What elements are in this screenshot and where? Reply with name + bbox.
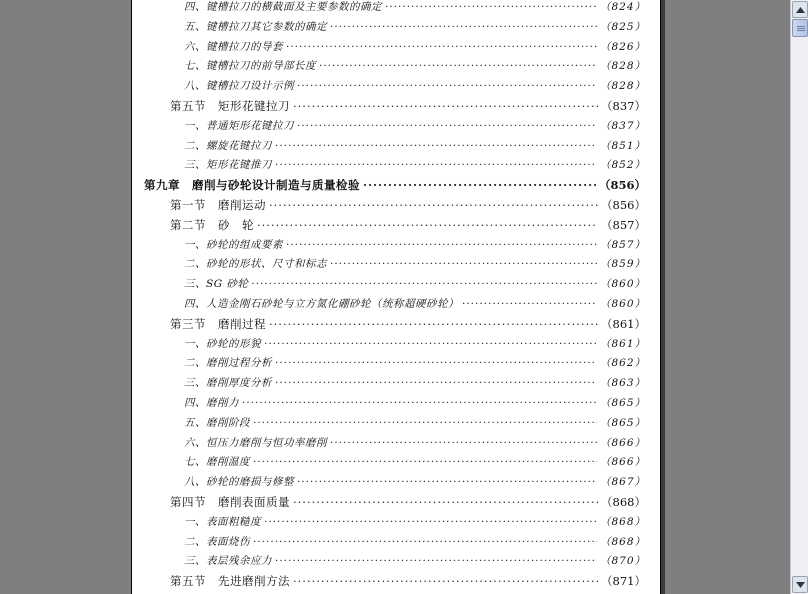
toc-entry-title: 三、表层残余应力	[184, 555, 272, 568]
toc-entry-title: 一、砂轮的组成要素	[184, 238, 283, 251]
toc-entry-title: 三、矩形花键推刀	[184, 159, 272, 172]
arrow-up-icon	[796, 7, 805, 13]
toc-entry[interactable]	[184, 77, 646, 95]
toc-entry-title: 四、键槽拉刀的横截面及主要参数的确定	[184, 1, 382, 13]
dot-leader	[293, 97, 598, 115]
dot-leader	[264, 513, 597, 531]
dot-leader	[253, 453, 597, 471]
dot-leader	[257, 216, 598, 234]
toc-entry[interactable]	[184, 434, 646, 452]
toc-entry-title: 七、磨削温度	[184, 456, 250, 469]
toc-entry-page-number: （857）	[599, 238, 646, 251]
dot-leader	[275, 137, 597, 155]
toc-entry-title: 五、键槽拉刀其它参数的确定	[184, 20, 327, 33]
dot-leader	[293, 572, 598, 590]
toc-entry-page-number: （837）	[599, 119, 646, 132]
toc-entry[interactable]	[184, 38, 646, 56]
dot-leader	[330, 18, 597, 36]
dot-leader	[275, 156, 597, 174]
toc-entry[interactable]	[170, 315, 646, 333]
toc-entry-page-number: （861）	[601, 316, 646, 331]
dot-leader	[363, 176, 596, 194]
toc-entry[interactable]	[184, 473, 646, 491]
toc-entry-page-number: （871）	[601, 574, 646, 589]
toc-entry-title: 八、砂轮的磨损与修整	[184, 476, 294, 489]
toc-entry-page-number: （851）	[599, 139, 646, 152]
toc-entry[interactable]	[170, 216, 646, 234]
dot-leader	[269, 196, 598, 214]
toc-entry-title: 七、键槽拉刀的前导部长度	[184, 60, 316, 73]
toc-entry-title: 三、SG 砂轮	[184, 278, 249, 291]
toc-entry-page-number: （860）	[599, 298, 646, 310]
toc-entry[interactable]	[184, 156, 646, 174]
toc-entry-page-number: （837）	[601, 99, 646, 113]
toc-entry[interactable]	[184, 255, 646, 273]
toc-entry-title: 二、砂轮的形状、尺寸和标志	[184, 258, 327, 271]
toc-entry-page-number: （856）	[601, 198, 646, 212]
dot-leader	[319, 57, 597, 75]
toc-entry-title: 二、螺旋花键拉刀	[184, 139, 272, 152]
scroll-down-button[interactable]	[792, 576, 808, 593]
toc-entry-page-number: （859）	[599, 258, 646, 271]
toc-entry-title: 第三节 磨削过程	[170, 316, 266, 331]
toc-entry[interactable]	[184, 275, 646, 293]
toc-entry-title: 四、人造金刚石砂轮与立方氮化硼砂轮（统称超硬砂轮）	[184, 298, 459, 310]
toc-entry[interactable]	[184, 533, 646, 551]
toc-entry-page-number: （866）	[599, 456, 646, 469]
toc-entry[interactable]	[144, 176, 646, 194]
vertical-scrollbar[interactable]	[790, 0, 808, 594]
toc-entry[interactable]	[184, 335, 646, 353]
dot-leader	[286, 38, 597, 56]
dot-leader	[462, 295, 597, 313]
dot-leader	[264, 335, 597, 353]
dot-leader	[242, 394, 597, 412]
toc-entry[interactable]	[184, 513, 646, 531]
dot-leader	[253, 414, 597, 432]
toc-entry-page-number: （863）	[599, 377, 646, 390]
toc-entry[interactable]	[184, 414, 646, 432]
toc-entry-page-number: （861）	[599, 337, 646, 350]
arrow-down-icon	[796, 582, 805, 588]
toc-entry-title: 三、磨削厚度分析	[184, 377, 272, 390]
dot-leader	[275, 354, 597, 372]
toc-entry-page-number: （866）	[599, 436, 646, 449]
toc-entry[interactable]	[184, 374, 646, 392]
toc-entry-title: 八、键槽拉刀设计示例	[184, 80, 294, 93]
toc-entry[interactable]	[184, 236, 646, 254]
toc-entry-title: 二、表面烧伤	[184, 535, 250, 548]
toc-entry-title: 二、磨削过程分析	[184, 357, 272, 370]
dot-leader	[297, 77, 597, 95]
toc-entry[interactable]	[184, 137, 646, 155]
toc-entry-title: 第二节 砂 轮	[170, 217, 254, 232]
toc-entry[interactable]	[184, 453, 646, 471]
toc-entry-page-number: （862）	[599, 357, 646, 370]
toc-entry-page-number: （860）	[599, 278, 646, 291]
toc-entry[interactable]	[184, 394, 646, 412]
toc-entry[interactable]	[184, 18, 646, 36]
toc-entry-page-number: （828）	[599, 60, 646, 73]
toc-entry[interactable]	[184, 295, 646, 313]
toc-entry[interactable]	[170, 493, 646, 511]
dot-leader	[293, 493, 598, 511]
toc-entry-title: 六、键槽拉刀的导套	[184, 40, 283, 53]
toc-entry-title: 五、磨削阶段	[184, 416, 250, 429]
toc-entry-page-number: （826）	[599, 40, 646, 53]
toc-entry-title: 一、普通矩形花键拉刀	[184, 119, 294, 132]
toc-entry-page-number: （856）	[598, 178, 646, 193]
toc-entry-page-number: （867）	[599, 476, 646, 489]
toc-entry-page-number: （865）	[599, 397, 646, 409]
scroll-up-button[interactable]	[792, 1, 808, 18]
toc-entry-page-number: （825）	[599, 20, 646, 33]
toc-entry-title: 一、砂轮的形貌	[184, 337, 261, 350]
dot-leader	[286, 236, 597, 254]
dot-leader	[275, 552, 597, 570]
toc-entry[interactable]	[184, 354, 646, 372]
dot-leader	[269, 315, 598, 333]
toc-entry-title: 第五节 先进磨削方法	[170, 574, 290, 589]
dot-leader	[297, 117, 597, 135]
toc-entry-page-number: （828）	[599, 80, 646, 93]
toc-entry[interactable]	[170, 97, 646, 115]
dot-leader	[330, 434, 597, 452]
dot-leader	[251, 275, 597, 293]
toc-entry[interactable]	[184, 552, 646, 570]
dot-leader	[330, 255, 597, 273]
toc-entry-page-number: （824）	[599, 1, 646, 13]
toc-entry-title: 一、表面粗糙度	[184, 515, 261, 528]
toc-entry[interactable]	[170, 572, 646, 590]
toc-entry-page-number: （868）	[599, 515, 646, 528]
toc-entry-title: 第一节 磨削运动	[170, 198, 266, 212]
toc-entry-page-number: （857）	[601, 217, 646, 232]
toc-entry-title: 第五节 矩形花键拉刀	[170, 99, 290, 113]
toc-entry-title: 第四节 磨削表面质量	[170, 495, 290, 509]
toc-entry-title: 四、磨削力	[184, 397, 239, 409]
dot-leader	[385, 0, 597, 16]
toc-entry-page-number: （865）	[599, 416, 646, 429]
toc-entry-title: 第九章 磨削与砂轮设计制造与质量检验	[144, 178, 360, 193]
toc-entry[interactable]	[184, 57, 646, 75]
toc-entry-page-number: （870）	[599, 555, 646, 568]
toc-entry-page-number: （868）	[601, 495, 646, 509]
scrollbar-thumb[interactable]	[792, 19, 808, 37]
toc-entry[interactable]	[184, 117, 646, 135]
toc-entry-page-number: （868）	[599, 535, 646, 548]
toc-entry-title: 六、恒压力磨削与恒功率磨削	[184, 436, 327, 449]
toc-entry[interactable]	[184, 0, 646, 16]
dot-leader	[275, 374, 597, 392]
dot-leader	[297, 473, 597, 491]
dot-leader	[253, 533, 597, 551]
toc-entry-page-number: （852）	[599, 159, 646, 172]
toc-entry[interactable]	[170, 196, 646, 214]
page-shadow	[661, 0, 665, 594]
document-page	[131, 0, 661, 594]
